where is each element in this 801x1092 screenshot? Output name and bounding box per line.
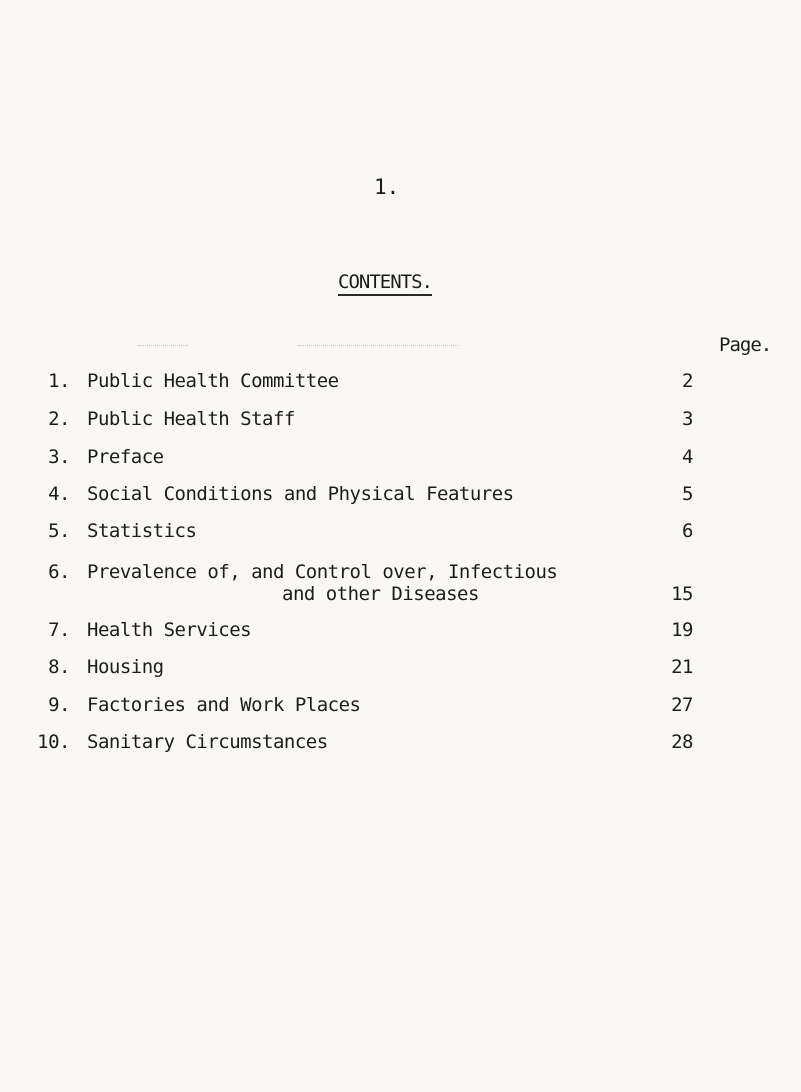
toc-entry-health-services — [0, 619, 801, 649]
toc-entry-sanitary-circumstances — [0, 731, 801, 761]
toc-entry-statistics — [0, 520, 801, 550]
toc-entry-number: 1. — [48, 370, 70, 392]
toc-entry-title: Factories and Work Places — [87, 694, 361, 716]
toc-entry-page: 2 — [682, 370, 693, 392]
toc-entry-title: Public Health Staff — [87, 408, 295, 430]
page-column-heading: Page. — [719, 334, 772, 356]
page-title: CONTENTS. — [338, 271, 432, 296]
toc-entry-title: Social Conditions and Physical Features — [87, 483, 514, 505]
show-through-mark — [298, 345, 458, 346]
toc-entry-factories — [0, 694, 801, 724]
toc-entry-number: 10. — [37, 731, 70, 753]
toc-entry-page: 27 — [671, 694, 693, 716]
toc-entry-title: Public Health Committee — [87, 370, 339, 392]
toc-entry-number: 7. — [48, 619, 70, 641]
toc-entry-number: 5. — [48, 520, 70, 542]
toc-entry-title: Preface — [87, 446, 164, 468]
toc-entry-title-continuation: and other Diseases — [282, 583, 479, 605]
toc-entry-page: 6 — [682, 520, 693, 542]
show-through-mark — [138, 345, 188, 346]
toc-entry-number: 6. — [48, 561, 70, 583]
toc-entry-number: 3. — [48, 446, 70, 468]
toc-entry-page: 21 — [671, 656, 693, 678]
toc-entry-public-health-committee — [0, 370, 801, 400]
toc-entry-infectious-diseases — [0, 561, 801, 621]
toc-entry-page: 5 — [682, 483, 693, 505]
toc-entry-number: 2. — [48, 408, 70, 430]
toc-entry-title: Health Services — [87, 619, 252, 641]
toc-entry-page: 19 — [671, 619, 693, 641]
toc-entry-page: 28 — [671, 731, 693, 753]
toc-entry-page: 15 — [671, 583, 693, 605]
toc-entry-number: 4. — [48, 483, 70, 505]
toc-entry-title: Prevalence of, and Control over, Infectious — [87, 561, 558, 583]
toc-entry-page: 3 — [682, 408, 693, 430]
toc-entry-number: 9. — [48, 694, 70, 716]
toc-entry-title: Sanitary Circumstances — [87, 731, 328, 753]
page-number: 1. — [374, 175, 400, 199]
toc-entry-housing — [0, 656, 801, 686]
toc-entry-title: Statistics — [87, 520, 197, 542]
toc-entry-title: Housing — [87, 656, 164, 678]
toc-entry-social-conditions — [0, 483, 801, 513]
toc-entry-public-health-staff — [0, 408, 801, 438]
toc-entry-page: 4 — [682, 446, 693, 468]
toc-entry-preface — [0, 446, 801, 476]
toc-entry-number: 8. — [48, 656, 70, 678]
